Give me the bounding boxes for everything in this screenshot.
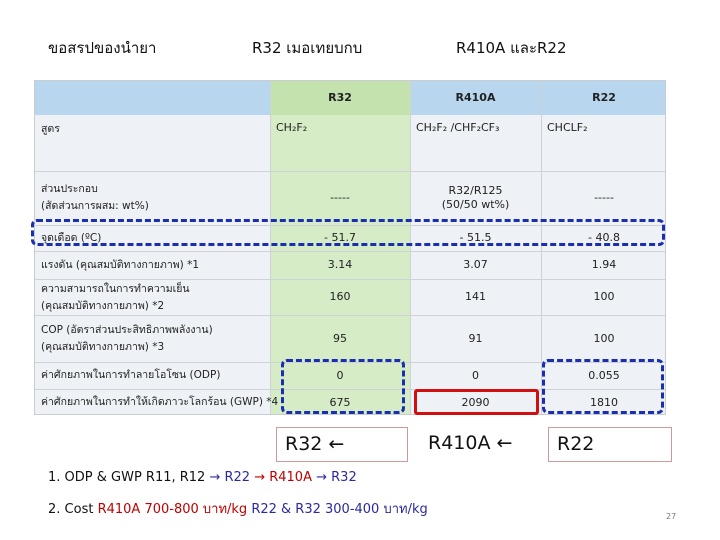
cell-r22: ----- bbox=[594, 191, 614, 204]
cell-r22: 1810 bbox=[590, 395, 618, 409]
r410a-gwp-highlight bbox=[414, 389, 539, 415]
note-1: 1. ODP & GWP R11, R12 → R22 → R410A → R32 bbox=[48, 470, 357, 485]
cell-r32: - 51.7 bbox=[324, 231, 356, 244]
header-r22: R22 bbox=[592, 91, 616, 104]
cell-r410a: - 51.5 bbox=[459, 231, 492, 244]
cell-r410a: CH₂F₂ /CHF₂CF₃ bbox=[416, 121, 500, 134]
row-property: สูตร bbox=[41, 123, 60, 135]
cell-r410a: 2090 bbox=[461, 395, 490, 409]
cell-r32: CH₂F₂ bbox=[276, 121, 308, 134]
cell-r410a: R32/R125 (50/50 wt%) bbox=[441, 184, 510, 211]
cell-r22: 100 bbox=[593, 331, 615, 345]
page-number: 27 bbox=[666, 512, 677, 521]
cell-r32: 3.14 bbox=[327, 258, 353, 271]
header-r32: R32 bbox=[328, 91, 352, 104]
cell-r32: 160 bbox=[329, 290, 351, 303]
slide-title-part-2: R32 เมอเทยบกบ bbox=[252, 39, 363, 57]
cell-r32: ----- bbox=[330, 191, 350, 204]
header-r410a: R410A bbox=[455, 91, 496, 104]
cell-r22: 0.055 bbox=[588, 368, 620, 382]
note-2: 2. Cost R410A 700-800 บาท/kg R22 & R32 300-400 บาท/kg bbox=[48, 502, 428, 517]
label-r32: R32 ← bbox=[276, 427, 408, 462]
cell-r32: 675 bbox=[329, 395, 351, 409]
cell-r410a: 141 bbox=[465, 290, 486, 303]
row-property: แรงดัน (คุณสมบัติทางกายภาพ) *1 bbox=[41, 258, 199, 271]
cell-r410a: 3.07 bbox=[463, 258, 488, 271]
cell-r410a: 91 bbox=[468, 331, 483, 345]
slide-title-part-1: ขอสรปของนำยา bbox=[48, 39, 157, 57]
row-property: ค่าศักยภาพในการทำลายโอโซน (ODP) bbox=[41, 369, 221, 381]
cell-r32: 0 bbox=[336, 368, 344, 382]
row-property: จุดเดือด (ºC) bbox=[41, 231, 102, 244]
r22-odp-gwp-highlight bbox=[542, 359, 664, 414]
label-r22: R22 bbox=[548, 427, 672, 462]
boiling-point-highlight bbox=[31, 219, 665, 246]
cell-r22: 100 bbox=[593, 290, 615, 303]
r32-odp-gwp-highlight bbox=[281, 359, 405, 414]
row-property: ค่าศักยภาพในการทำให้เกิดภาวะโลกร้อน (GWP) *4 bbox=[41, 396, 279, 408]
cell-r22: 1.94 bbox=[591, 258, 617, 271]
cell-r22: - 40.8 bbox=[588, 231, 620, 244]
row-property: COP (อัตราส่วนประสิทธิภาพพลังงาน) (คุณสมบัติทางกายภาพ) *3 bbox=[41, 323, 213, 353]
row-property: ส่วนประกอบ (สัดส่วนการผสม: wt%) bbox=[41, 183, 149, 212]
label-r410a: R410A ← bbox=[428, 432, 513, 454]
slide-title-part-3: R410A และR22 bbox=[456, 39, 567, 57]
cell-r410a: 0 bbox=[472, 368, 479, 382]
row-property: ความสามารถในการทำความเย็น (คุณสมบัติทางกายภาพ) *2 bbox=[41, 283, 190, 312]
cell-r22: CHCLF₂ bbox=[547, 121, 588, 134]
cell-r32: 95 bbox=[333, 331, 347, 345]
